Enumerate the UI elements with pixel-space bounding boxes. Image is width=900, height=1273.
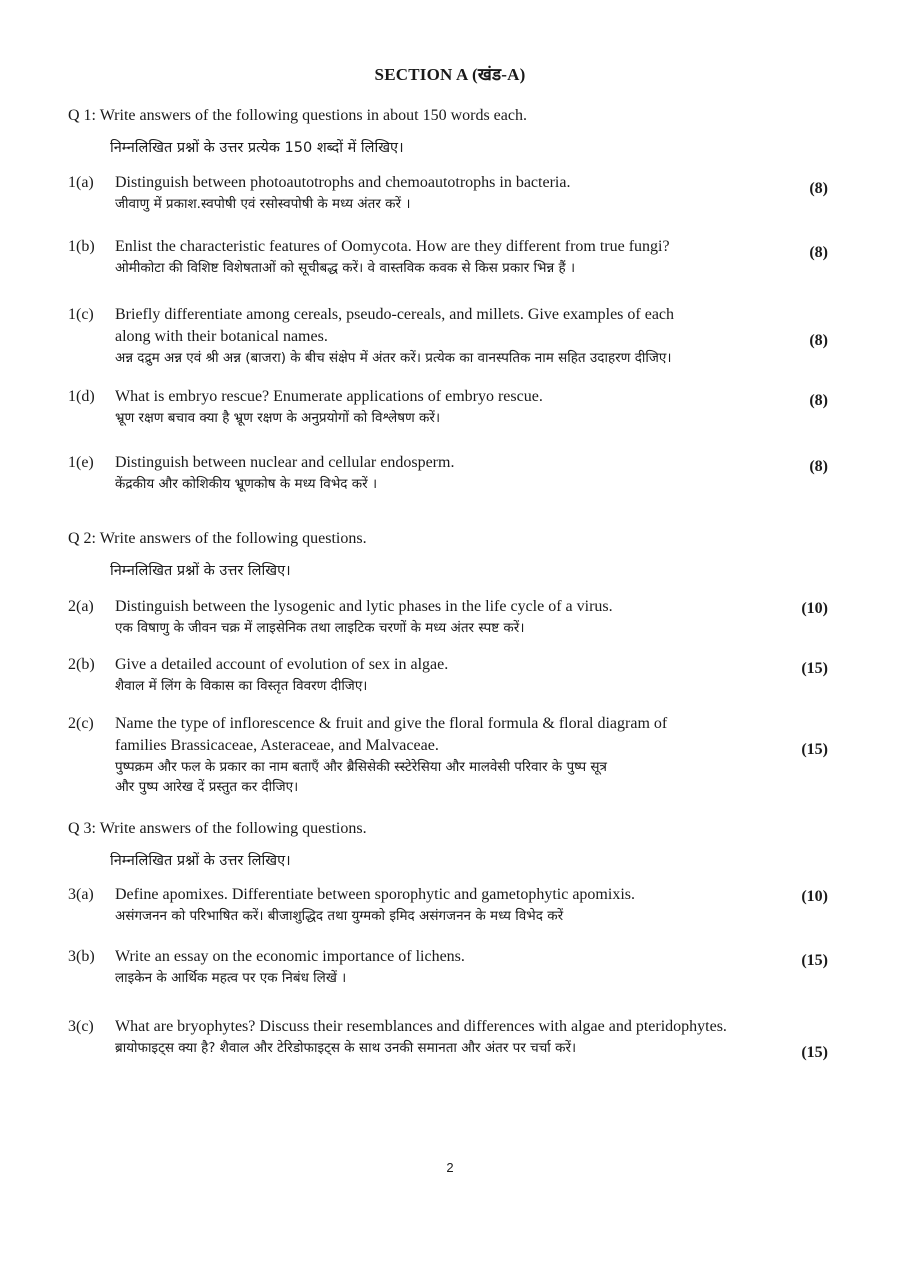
item-marks: (8) bbox=[809, 244, 828, 261]
item-number: 2(c) bbox=[68, 715, 94, 732]
item-number: 1(a) bbox=[68, 174, 94, 191]
item-text-en: Distinguish between photoautotrophs and chemoautotrophs in bacteria. bbox=[115, 174, 571, 191]
question-3-heading bbox=[68, 818, 367, 872]
item-marks: (8) bbox=[809, 332, 828, 349]
item-number: 1(b) bbox=[68, 238, 95, 255]
item-text-en: Enlist the characteristic features of Oomycota. How are they different from true fungi? bbox=[115, 238, 670, 255]
item-text-en: What is embryo rescue? Enumerate applications of embryo rescue. bbox=[115, 388, 543, 405]
item-text-en: Distinguish between the lysogenic and lytic phases in the life cycle of a virus. bbox=[115, 598, 613, 615]
item-text-hi: असंगजनन को परिभाषित करें। बीजाशुद्धिद तथा युग्मको इमिद असंगजनन के मध्य विभेद करें bbox=[115, 908, 564, 924]
question-heading-en: Q 2: Write answers of the following questions. bbox=[68, 530, 367, 547]
item-number: 1(c) bbox=[68, 306, 94, 323]
item-text-en: Distinguish between nuclear and cellular endosperm. bbox=[115, 454, 455, 471]
item-text-en: Name the type of inflorescence & fruit and give the floral formula & floral diagram of bbox=[115, 715, 668, 732]
item-marks: (10) bbox=[801, 600, 828, 617]
item-text-hi: जीवाणु में प्रकाश.स्वपोषी एवं रसोस्वपोषी के मध्य अंतर करें । bbox=[115, 196, 411, 212]
question-heading-hi: निम्नलिखित प्रश्नों के उत्तर प्रत्येक 150 शब्दों में लिखिए। bbox=[110, 140, 404, 156]
item-text-en: What are bryophytes? Discuss their resemblances and differences with algae and pteridophytes. bbox=[115, 1018, 727, 1035]
item-text-hi: भ्रूण रक्षण बचाव क्या है भ्रूण रक्षण के अनुप्रयोगों को विश्लेषण करें। bbox=[115, 410, 441, 426]
item-text-en: along with their botanical names. bbox=[115, 328, 328, 345]
item-text-hi: शैवाल में लिंग के विकास का विस्तृत विवरण दीजिए। bbox=[115, 678, 368, 694]
item-text-hi: अन्न दद्रुम अन्न एवं श्री अन्न (बाजरा) के बीच संक्षेप में अंतर करें। प्रत्येक का वानस्पतिक नाम सहित उदाहरण दीजिए। bbox=[115, 350, 672, 366]
item-marks: (15) bbox=[801, 1044, 828, 1061]
item-text-hi: ओमीकोटा की विशिष्ट विशेषताओं को सूचीबद्ध करें। वे वास्तविक कवक से किस प्रकार भिन्न हैं । bbox=[115, 260, 576, 276]
item-text-hi: लाइकेन के आर्थिक महत्व पर एक निबंध लिखें । bbox=[115, 970, 347, 986]
item-marks: (10) bbox=[801, 888, 828, 905]
question-1-heading bbox=[68, 105, 527, 159]
item-number: 2(b) bbox=[68, 656, 95, 673]
item-text-en: Write an essay on the economic importance of lichens. bbox=[115, 948, 465, 965]
question-heading-en: Q 3: Write answers of the following questions. bbox=[68, 820, 367, 837]
item-marks: (8) bbox=[809, 458, 828, 475]
item-text-hi: एक विषाणु के जीवन चक्र में लाइसेनिक तथा लाइटिक चरणों के मध्य अंतर स्पष्ट करें। bbox=[115, 620, 525, 636]
item-text-hi: केंद्रकीय और कोशिकीय भ्रूणकोष के मध्य विभेद करें । bbox=[115, 476, 378, 492]
item-marks: (15) bbox=[801, 741, 828, 758]
item-text-en: Briefly differentiate among cereals, pseudo-cereals, and millets. Give examples of each bbox=[115, 306, 675, 323]
item-number: 2(a) bbox=[68, 598, 94, 615]
question-heading-hi: निम्नलिखित प्रश्नों के उत्तर लिखिए। bbox=[110, 853, 291, 869]
question-heading-en: Q 1: Write answers of the following questions in about 150 words each. bbox=[68, 107, 527, 124]
page-number: 2 bbox=[446, 1160, 454, 1175]
item-marks: (15) bbox=[801, 660, 828, 677]
question-heading-hi: निम्नलिखित प्रश्नों के उत्तर लिखिए। bbox=[110, 563, 291, 579]
item-number: 3(c) bbox=[68, 1018, 94, 1035]
item-marks: (15) bbox=[801, 952, 828, 969]
item-text-hi: पुष्पक्रम और फल के प्रकार का नाम बताएँ और ब्रैसिसेकी स्स्टेरेसिया और मालवेसी परिवार के पुष्प सूत्र bbox=[115, 759, 607, 775]
item-text-en: families Brassicaceae, Asteraceae, and Malvaceae. bbox=[115, 737, 439, 754]
item-number: 1(d) bbox=[68, 388, 95, 405]
item-text-hi: और पुष्प आरेख दें प्रस्तुत कर दीजिए। bbox=[115, 779, 299, 795]
item-text-hi: ब्रायोफाइट्स क्या है? शैवाल और टेरिडोफाइट्स के साथ उनकी समानता और अंतर पर चर्चा करें। bbox=[115, 1040, 577, 1056]
item-text-en: Define apomixes. Differentiate between sporophytic and gametophytic apomixis. bbox=[115, 886, 635, 903]
question-2-heading bbox=[68, 528, 367, 582]
item-marks: (8) bbox=[809, 392, 828, 409]
item-marks: (8) bbox=[809, 180, 828, 197]
item-number: 3(b) bbox=[68, 948, 95, 965]
item-number: 1(e) bbox=[68, 454, 94, 471]
section-title: SECTION A (खंड-A) bbox=[374, 65, 526, 84]
item-text-en: Give a detailed account of evolution of sex in algae. bbox=[115, 656, 449, 673]
item-number: 3(a) bbox=[68, 886, 94, 903]
